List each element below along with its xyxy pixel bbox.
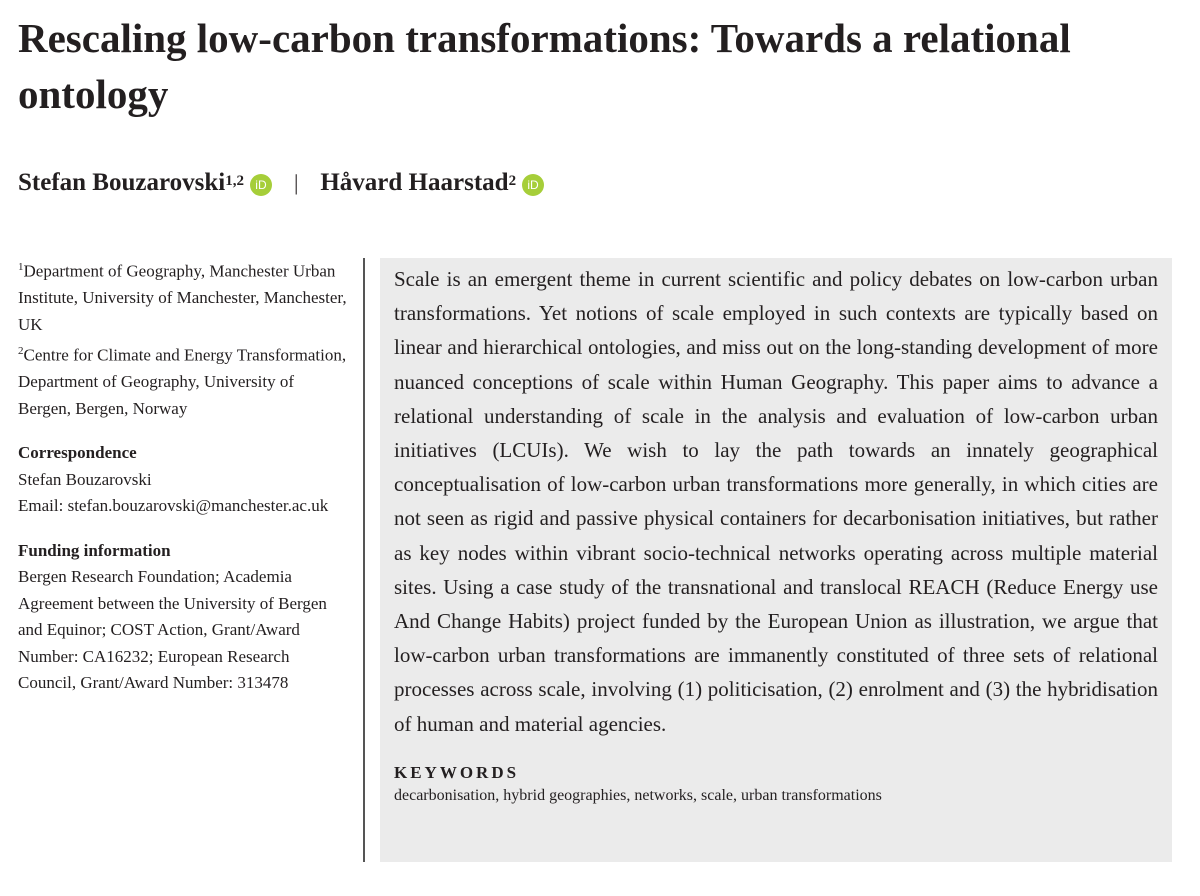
- article-info-sidebar: [18, 254, 348, 697]
- keywords-list: decarbonisation, hybrid geographies, networks, scale, urban transformations: [394, 786, 882, 804]
- affiliation-text: Department of Geography, Manchester Urban Institute, University of Manchester, Manchester, UK: [18, 261, 347, 334]
- affiliation-2: [18, 338, 348, 422]
- correspondence-name: Stefan Bouzarovski: [18, 469, 152, 489]
- author-name: Stefan Bouzarovski: [18, 169, 226, 196]
- correspondence-email[interactable]: Email: stefan.bouzarovski@manchester.ac.uk: [18, 496, 329, 516]
- funding-text: Bergen Research Foundation; Academia Agreement between the University of Bergen and Equinor; COST Action, Grant/Award Number: CA16232; European Research Council, Grant/Award Number: 313478: [18, 567, 327, 693]
- author-affiliation-marker: 2: [508, 173, 517, 189]
- funding-heading: Funding information: [18, 540, 171, 560]
- column-divider: [363, 258, 365, 862]
- keywords-heading: KEYWORDS: [394, 762, 520, 782]
- author-line: [18, 166, 544, 200]
- correspondence-heading: Correspondence: [18, 443, 137, 463]
- orcid-icon[interactable]: iD: [522, 174, 544, 196]
- affiliation-number: 2: [18, 345, 24, 358]
- abstract-box: [380, 258, 1172, 862]
- affiliation-number: 1: [18, 261, 24, 273]
- author-affiliation-marker: 1,2: [225, 173, 244, 189]
- paper-title: Rescaling low-carbon transformations: Towards a relational ontology: [18, 15, 1071, 117]
- affiliation-1: [18, 254, 348, 338]
- affiliation-text: Centre for Climate and Energy Transformation, Department of Geography, University of Bergen, Bergen, Norway: [18, 345, 347, 418]
- orcid-icon[interactable]: iD: [250, 174, 272, 196]
- author-separator: |: [293, 170, 299, 195]
- abstract-text: Scale is an emergent theme in current scientific and policy debates on low-carbon urban transformations. Yet notions of scale employed in such contexts are typically based on linear and hierarchical ontologies, and miss out on the long-standing development of more nuanced conceptions of scale within Human Geography. This paper aims to advance a relational understanding of scale in the analysis and evaluation of low-carbon urban initiatives (LCUIs). We wish to lay the path towards an innately geographical conceptualisation of low-carbon urban transformations more generally, in which cities are not seen as rigid and passive physical containers for decarbonisation initiatives, but rather as key nodes within vibrant socio-technical networks operating across multiple material sites. Using a case study of the transnational and translocal REACH (Reduce Energy use And Change Habits) project funded by the European Union as illustration, we argue that low-carbon urban transformations are immanently constituted of three sets of relational processes across scale, involving (1) politicisation, (2) enrolment and (3) the hybridisation of human and material agencies.: [394, 267, 1158, 736]
- author-name: Håvard Haarstad: [320, 169, 509, 196]
